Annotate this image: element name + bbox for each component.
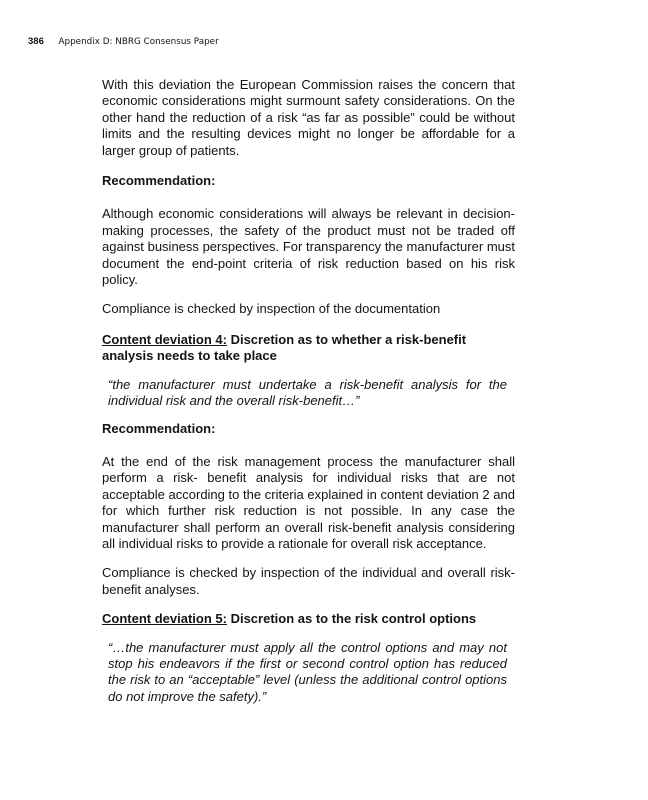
content-deviation-5-label: Content deviation 5: (102, 611, 227, 627)
content-deviation-5-heading (102, 611, 515, 627)
paragraph-compliance-risk-benefit: Compliance is checked by inspection of the individual and overall risk-benefit analyses. (102, 565, 515, 597)
recommendation-heading: Recommendation: (102, 420, 216, 436)
running-header (28, 36, 219, 48)
quote-control-options: “…the manufacturer must apply all the control options and may not stop his endeavors if the first or second control option has reduced the risk to an “acceptable” level (unless the additional control options do not improve the safety).” (108, 639, 507, 704)
quote-risk-benefit: “the manufacturer must undertake a risk-benefit analysis for the individual risk and the overall risk-benefit…” (108, 376, 507, 409)
paragraph-risk-benefit-analysis: At the end of the risk management process the manufacturer shall perform a risk- benefit analysis for individual risks that are not acceptable according to the criteria explained in content deviation 2 and for which further risk reduction is not possible. In any case the manufacturer shall perform an overall risk-benefit analysis considering all individual risks to provide a rationale for overall risk acceptance. (102, 453, 515, 551)
page-body (102, 77, 515, 705)
content-deviation-5-title: Discretion as to the risk control options (226, 611, 477, 627)
content-deviation-4-title: Discretion as to whether a risk-benefit analysis needs to take place (102, 331, 467, 364)
paragraph-economic-considerations: Although economic considerations will always be relevant in decision-making processes, the safety of the product must not be traded off against business perspectives. For transparency the manufacturer must document the end-point criteria of risk reduction based on his risk policy. (102, 206, 515, 288)
running-header-title: Appendix D: NBRG Consensus Paper (58, 37, 219, 47)
paragraph-ec-concern: With this deviation the European Commission raises the concern that economic considerations might surmount safety considerations. On the other hand the reduction of a risk “as far as possible” could be without limits and the resulting devices might no longer be affordable for a larger group of patients. (102, 77, 515, 158)
content-deviation-4-label: Content deviation 4: (102, 331, 227, 347)
content-deviation-4-heading (102, 332, 515, 365)
paragraph-compliance-documentation: Compliance is checked by inspection of the documentation (102, 301, 441, 317)
recommendation-heading: Recommendation: (102, 173, 216, 189)
page-number: 386 (28, 36, 44, 47)
